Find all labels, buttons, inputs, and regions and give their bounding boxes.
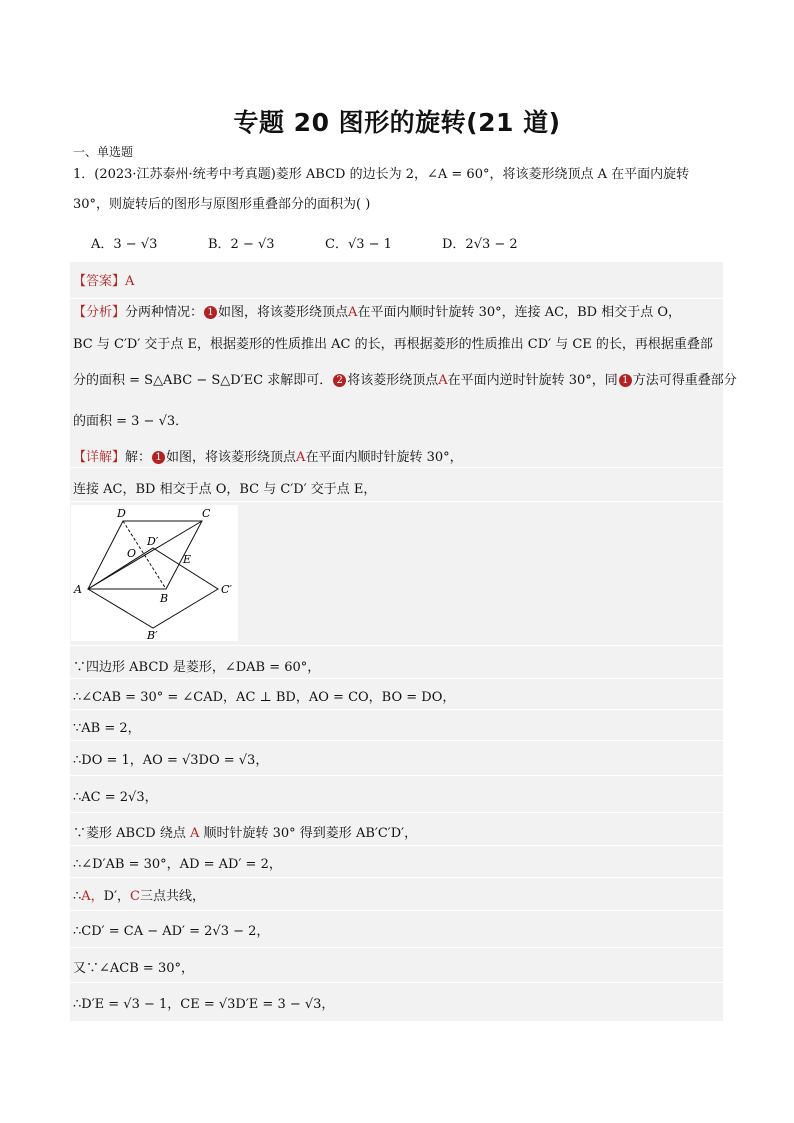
analysis-text: 分的面积 = S△ABC − S△D′EC 求解即可． bbox=[73, 373, 333, 388]
row-separator bbox=[70, 947, 723, 948]
answer-tag: 【答案】 bbox=[73, 274, 126, 289]
step-line: 又∵∠ACB = 30°， bbox=[73, 961, 194, 976]
vertex-label: A， bbox=[81, 889, 104, 904]
row-separator bbox=[70, 678, 723, 679]
label-d-prime: D′ bbox=[147, 535, 159, 548]
step-text: ∵菱形 ABCD 绕点 bbox=[73, 826, 186, 841]
label-c: C bbox=[202, 507, 211, 520]
step-text: D′， bbox=[103, 889, 131, 904]
analysis-text: 分两种情况： bbox=[125, 305, 204, 320]
analysis-text: 在平面内逆时针旋转 30°，同 bbox=[447, 373, 618, 388]
detail-text: 如图，将该菱形绕顶点 bbox=[166, 450, 297, 465]
step-line: ∵AB = 2， bbox=[73, 721, 141, 736]
options-row bbox=[91, 233, 559, 252]
step-line: ∴AC = 2√3， bbox=[73, 790, 158, 805]
analysis-text: 方法可得重叠部分 bbox=[632, 373, 737, 388]
row-separator bbox=[70, 298, 723, 299]
analysis-tag: 【分析】 bbox=[73, 305, 126, 320]
section-heading: 一、单选题 bbox=[73, 145, 134, 159]
answer-line bbox=[73, 270, 134, 289]
row-separator bbox=[70, 910, 723, 911]
label-b-prime: B′ bbox=[147, 629, 158, 641]
label-c-prime: C′ bbox=[221, 583, 232, 596]
row-separator bbox=[70, 877, 723, 878]
vertex-label: A bbox=[189, 826, 200, 841]
label-e: E bbox=[183, 553, 192, 566]
option-b: B．2 − √3 bbox=[208, 237, 275, 252]
page-title: 专题 20 图形的旋转(21 道) bbox=[233, 108, 561, 137]
rhombus-rotated bbox=[88, 548, 218, 628]
row-separator bbox=[70, 775, 723, 776]
geometry-figure bbox=[71, 505, 238, 641]
row-separator bbox=[70, 982, 723, 983]
analysis-text: 在平面内顺时针旋转 30°，连接 AC，BD 相交于点 O， bbox=[357, 305, 681, 320]
step-text: 三点共线， bbox=[140, 889, 206, 904]
analysis-line-4: 的面积 = 3 − √3． bbox=[73, 414, 189, 429]
row-separator bbox=[70, 740, 723, 741]
question-line-1: 1．(2023·江苏泰州·统考中考真题)菱形 ABCD 的边长为 2，∠A = 60°，将该菱形绕顶点 A 在平面内旋转 bbox=[73, 167, 690, 182]
step-text: ∴ bbox=[73, 889, 82, 904]
analysis-text: 如图，将该菱形绕顶点 bbox=[218, 305, 349, 320]
row-separator bbox=[70, 645, 723, 646]
option-d: D．2√3 − 2 bbox=[442, 237, 518, 252]
step-line: ∴CD′ = CA − AD′ = 2√3 − 2， bbox=[73, 924, 270, 939]
label-a: A bbox=[74, 583, 82, 596]
row-separator bbox=[70, 812, 723, 813]
row-separator bbox=[70, 845, 723, 846]
detail-line-1 bbox=[73, 446, 463, 465]
analysis-line-3 bbox=[73, 369, 737, 388]
step-line: ∴∠D′AB = 30°，AD = AD′ = 2， bbox=[73, 857, 282, 872]
step-text: 顺时针旋转 30° 得到菱形 AB′C′D′， bbox=[203, 826, 418, 841]
analysis-line-1 bbox=[73, 301, 681, 320]
analysis-text: 将该菱形绕顶点 bbox=[347, 373, 439, 388]
vertex-label: A bbox=[438, 373, 448, 388]
label-d: D bbox=[117, 507, 126, 520]
step-line: ∴DO = 1，AO = √3DO = √3， bbox=[73, 753, 269, 768]
detail-line-2: 连接 AC，BD 相交于点 O，BC 与 C′D′ 交于点 E， bbox=[73, 482, 377, 497]
analysis-line-2: BC 与 C′D′ 交于点 E，根据菱形的性质推出 AC 的长，再根据菱形的性质推出 CD′ 与 CE 的长，再根据重叠部 bbox=[73, 337, 713, 352]
option-c: C．√3 − 1 bbox=[325, 237, 392, 252]
detail-tag: 【详解】 bbox=[73, 450, 126, 465]
label-b: B bbox=[160, 592, 169, 605]
step-line: ∴D′E = √3 − 1，CE = √3D′E = 3 − √3， bbox=[73, 997, 335, 1012]
vertex-label: A bbox=[348, 305, 358, 320]
vertex-label: C bbox=[130, 889, 140, 904]
circled-number-1: 1 bbox=[152, 451, 165, 464]
detail-text: 在平面内顺时针旋转 30°， bbox=[305, 450, 463, 465]
step-line: ∴∠CAB = 30° = ∠CAD，AC ⊥ BD，AO = CO，BO = DO， bbox=[73, 690, 456, 705]
option-a: A．3 − √3 bbox=[91, 237, 158, 252]
detail-text: 解： bbox=[125, 450, 152, 465]
circled-number-1: 1 bbox=[619, 374, 632, 387]
row-separator bbox=[70, 709, 723, 710]
vertex-label: A bbox=[296, 450, 306, 465]
label-o: O bbox=[127, 547, 137, 560]
row-separator bbox=[70, 501, 723, 502]
row-separator bbox=[70, 467, 723, 468]
circled-number-2: 2 bbox=[333, 374, 346, 387]
circled-number-1: 1 bbox=[204, 306, 217, 319]
answer-value: A bbox=[125, 274, 135, 289]
question-line-2: 30°，则旋转后的图形与原图形重叠部分的面积为( ) bbox=[73, 197, 371, 212]
step-line: ∵四边形 ABCD 是菱形，∠DAB = 60°， bbox=[73, 660, 321, 675]
step-line bbox=[73, 885, 205, 904]
step-line bbox=[73, 822, 417, 841]
